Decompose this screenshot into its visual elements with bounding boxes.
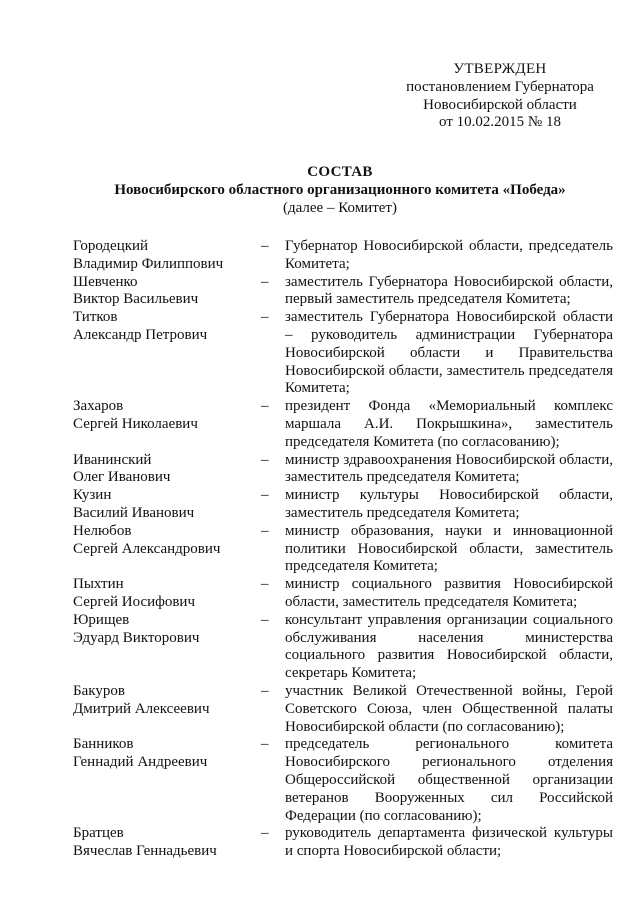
member-name	[73, 683, 261, 736]
member-given-name: Дмитрий Алексеевич	[73, 700, 210, 717]
member-role: консультант управления организации социального обслуживания населения министерства социального развития Новосибирской области, секретарь Комитета;	[285, 611, 613, 682]
member-dash: –	[261, 522, 269, 539]
member-row	[73, 576, 613, 612]
member-role: президент Фонда «Мемориальный комплекс маршала А.И. Покрышкина», заместитель председателя Комитета (по согласованию);	[285, 398, 613, 450]
member-name	[73, 274, 261, 310]
member-surname: Пыхтин	[73, 576, 124, 593]
approval-date: от 10.02.2015 № 18	[439, 114, 561, 131]
member-row	[73, 825, 613, 861]
member-dash: –	[261, 682, 269, 699]
member-name	[73, 736, 261, 825]
document-subtitle: Новосибирского областного организационного комитета «Победа»	[114, 181, 566, 198]
member-row	[73, 523, 613, 576]
member-row	[73, 238, 613, 274]
member-name	[73, 523, 261, 576]
member-surname: Титков	[73, 309, 118, 326]
member-dash: –	[261, 273, 269, 290]
member-given-name: Василий Иванович	[73, 504, 195, 521]
member-name	[73, 612, 261, 683]
member-given-name: Сергей Александрович	[73, 540, 221, 557]
approval-line-2: Новосибирской области	[423, 96, 577, 113]
approved-label: УТВЕРЖДЕН	[453, 61, 547, 77]
member-role: министр культуры Новосибирской области, заместитель председателя Комитета;	[285, 487, 613, 521]
member-surname: Городецкий	[73, 238, 149, 254]
member-dash: –	[261, 611, 269, 628]
approval-line-1: постановлением Губернатора	[406, 78, 594, 95]
member-surname: Иванинский	[73, 451, 152, 468]
member-given-name: Геннадий Андреевич	[73, 754, 208, 771]
document-note: (далее – Комитет)	[283, 199, 397, 216]
member-role: министр здравоохранения Новосибирской области, заместитель председателя Комитета;	[285, 451, 613, 486]
member-name	[73, 238, 261, 274]
member-name	[73, 487, 261, 523]
member-role: руководитель департамента физической культуры и спорта Новосибирской области;	[285, 825, 613, 860]
member-surname: Кузин	[73, 487, 112, 504]
member-dash: –	[261, 398, 269, 415]
member-surname: Бакуров	[73, 682, 125, 699]
member-given-name: Владимир Филиппович	[73, 255, 224, 272]
member-name	[73, 398, 261, 451]
document-heading	[60, 164, 620, 217]
member-name	[73, 576, 261, 612]
member-role: министр образования, науки и инновационной политики Новосибирской области, заместитель председателя Комитета;	[285, 522, 613, 575]
member-name	[73, 825, 261, 861]
member-role: Губернатор Новосибирской области, председатель Комитета;	[285, 238, 613, 272]
member-row	[73, 612, 613, 683]
member-row	[73, 683, 613, 736]
member-role: министр социального развития Новосибирской области, заместитель председателя Комитета;	[285, 576, 613, 610]
member-role: председатель регионального комитета Новосибирского регионального отделения Общероссийской общественной организации ветеранов Вооруженных сил Российской Федерации (по согласованию);	[285, 736, 613, 824]
member-row	[73, 309, 613, 398]
member-dash: –	[261, 309, 269, 326]
member-given-name: Эдуард Викторович	[73, 629, 200, 646]
member-surname: Юрищев	[73, 611, 130, 628]
member-row	[73, 736, 613, 825]
member-dash: –	[261, 736, 269, 753]
member-dash: –	[261, 487, 269, 504]
member-dash: –	[261, 576, 269, 593]
member-surname: Нелюбов	[73, 522, 132, 539]
member-dash: –	[261, 825, 269, 842]
member-surname: Захаров	[73, 398, 124, 415]
approval-block	[400, 61, 600, 132]
member-role: заместитель Губернатора Новосибирской области, первый заместитель председателя Комитета;	[285, 273, 613, 308]
member-row	[73, 452, 613, 488]
member-given-name: Олег Иванович	[73, 469, 171, 486]
member-name	[73, 309, 261, 398]
member-given-name: Сергей Николаевич	[73, 415, 198, 432]
member-list	[73, 238, 613, 861]
member-surname: Шевченко	[73, 273, 138, 290]
member-role: заместитель Губернатора Новосибирской области – руководитель администрации Губернатора Новосибирской области и Правительства Новосибирской области, заместитель председателя Комитета;	[285, 309, 613, 397]
member-given-name: Сергей Иосифович	[73, 593, 195, 610]
member-given-name: Александр Петрович	[73, 326, 208, 343]
member-surname: Банников	[73, 736, 134, 753]
member-given-name: Вячеслав Геннадьевич	[73, 843, 217, 860]
member-dash: –	[261, 451, 269, 468]
member-name	[73, 452, 261, 488]
member-given-name: Виктор Васильевич	[73, 291, 199, 308]
member-row	[73, 274, 613, 310]
document-title: СОСТАВ	[307, 164, 373, 180]
member-surname: Братцев	[73, 825, 124, 842]
member-role: участник Великой Отечественной войны, Герой Советского Союза, член Общественной палаты Новосибирской области (по согласованию);	[285, 682, 613, 735]
member-row	[73, 398, 613, 451]
member-dash: –	[261, 238, 269, 254]
member-row	[73, 487, 613, 523]
